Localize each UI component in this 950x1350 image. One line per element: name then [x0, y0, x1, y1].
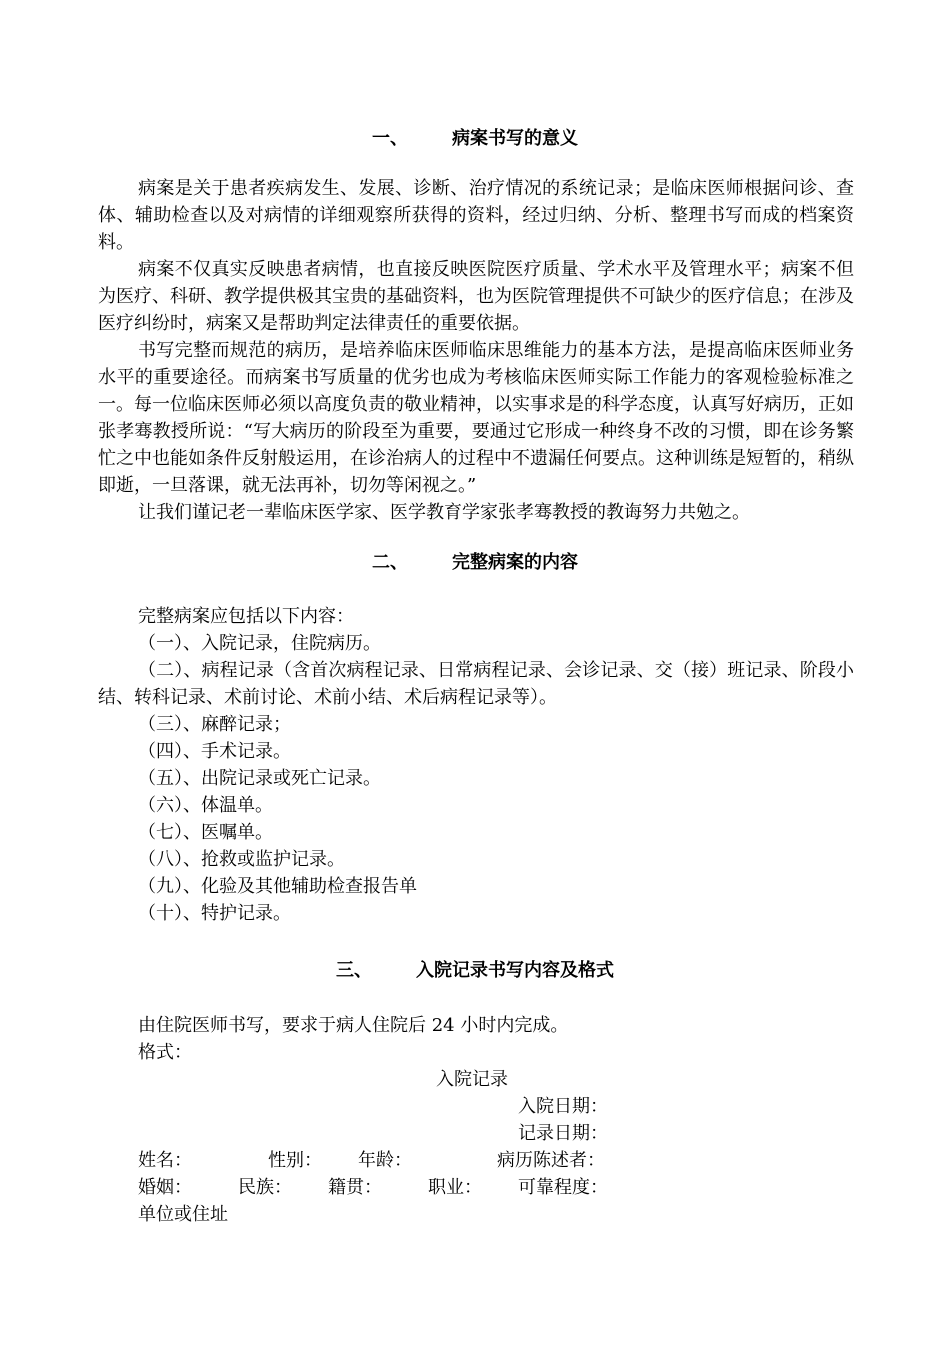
- section-3-title: 入院记录书写内容及格式: [416, 960, 614, 981]
- section-3-intro: 由住院医师书写，要求于病人住院后 24 小时内完成。: [138, 1015, 569, 1036]
- section-2-title: 完整病案的内容: [452, 552, 578, 573]
- sex-label: 性别：: [268, 1150, 322, 1171]
- section-3-heading: [0, 958, 950, 984]
- name-label: 姓名：: [138, 1150, 192, 1171]
- address-label: 单位或住址: [138, 1204, 228, 1225]
- paragraph: 书写完整而规范的病历，是培养临床医师临床思维能力的基本方法，是提高临床医师业务水平的重要途径。而病案书写质量的优劣也成为考核临床医师实际工作能力的客观检验标准之一。每一位临床医师必须以高度负责的敬业精神，以实事求是的科学态度，认真写好病历，正如张孝骞教授所说：“写大病历的阶段至为重要，要通过它形成一种终身不改的习惯，即在诊务繁忙之中也能如条件反射般运用，在诊治病人的过程中不遗漏任何要点。这种训练是短暂的，稍纵即逝，一旦落课，就无法再补，切勿等闲视之。”: [98, 340, 854, 496]
- list-item: （二）、病程记录（含首次病程记录、日常病程记录、会诊记录、交（接）班记录、阶段小结、转科记录、术前讨论、术前小结、术后病程记录等）。: [98, 660, 854, 708]
- paragraph: 病案不仅真实反映患者病情，也直接反映医院医疗质量、学术水平及管理水平；病案不但为医疗、科研、教学提供极其宝贵的基础资料，也为医院管理提供不可缺少的医疗信息；在涉及医疗纠纷时，病案又是帮助判定法律责任的重要依据。: [98, 259, 854, 334]
- record-date-label: 记录日期：: [518, 1123, 608, 1144]
- list-item: （四）、手术记录。: [138, 741, 291, 762]
- narrator-label: 病历陈述者：: [497, 1150, 605, 1171]
- section-2-number: 二、: [372, 552, 408, 573]
- list-item: （七）、医嘱单。: [138, 822, 273, 843]
- list-item: （九）、化验及其他辅助检查报告单: [138, 876, 417, 897]
- occupation-label: 职业：: [428, 1177, 482, 1198]
- reliability-label: 可靠程度：: [518, 1177, 608, 1198]
- section-2-intro: 完整病案应包括以下内容：: [138, 606, 354, 627]
- list-item: （三）、麻醉记录；: [138, 714, 291, 735]
- list-item: （五）、出院记录或死亡记录。: [138, 768, 381, 789]
- section-1-heading: [0, 126, 950, 152]
- list-item: （一）、入院记录，住院病历。: [138, 633, 381, 654]
- form-title: 入院记录: [436, 1069, 508, 1090]
- section-2-heading: [0, 550, 950, 576]
- section-1-body: [98, 175, 854, 526]
- section-3-number: 三、: [336, 960, 372, 981]
- age-label: 年龄：: [358, 1150, 412, 1171]
- section-1-title: 病案书写的意义: [452, 128, 578, 149]
- admit-date-label: 入院日期：: [518, 1096, 608, 1117]
- list-item: （六）、体温单。: [138, 795, 273, 816]
- ethnicity-label: 民族：: [238, 1177, 292, 1198]
- paragraph: 病案是关于患者疾病发生、发展、诊断、治疗情况的系统记录；是临床医师根据问诊、查体、辅助检查以及对病情的详细观察所获得的资料，经过归纳、分析、整理书写而成的档案资料。: [98, 178, 854, 253]
- paragraph: 让我们谨记老一辈临床医学家、医学教育学家张孝骞教授的教诲努力共勉之。: [138, 502, 750, 523]
- marriage-label: 婚姻：: [138, 1177, 192, 1198]
- native-place-label: 籍贯：: [328, 1177, 382, 1198]
- section-2-body: [98, 603, 854, 927]
- section-1-number: 一、: [372, 128, 408, 149]
- format-label: 格式：: [138, 1042, 192, 1063]
- list-item: （八）、抢救或监护记录。: [138, 849, 345, 870]
- list-item: （十）、特护记录。: [138, 903, 291, 924]
